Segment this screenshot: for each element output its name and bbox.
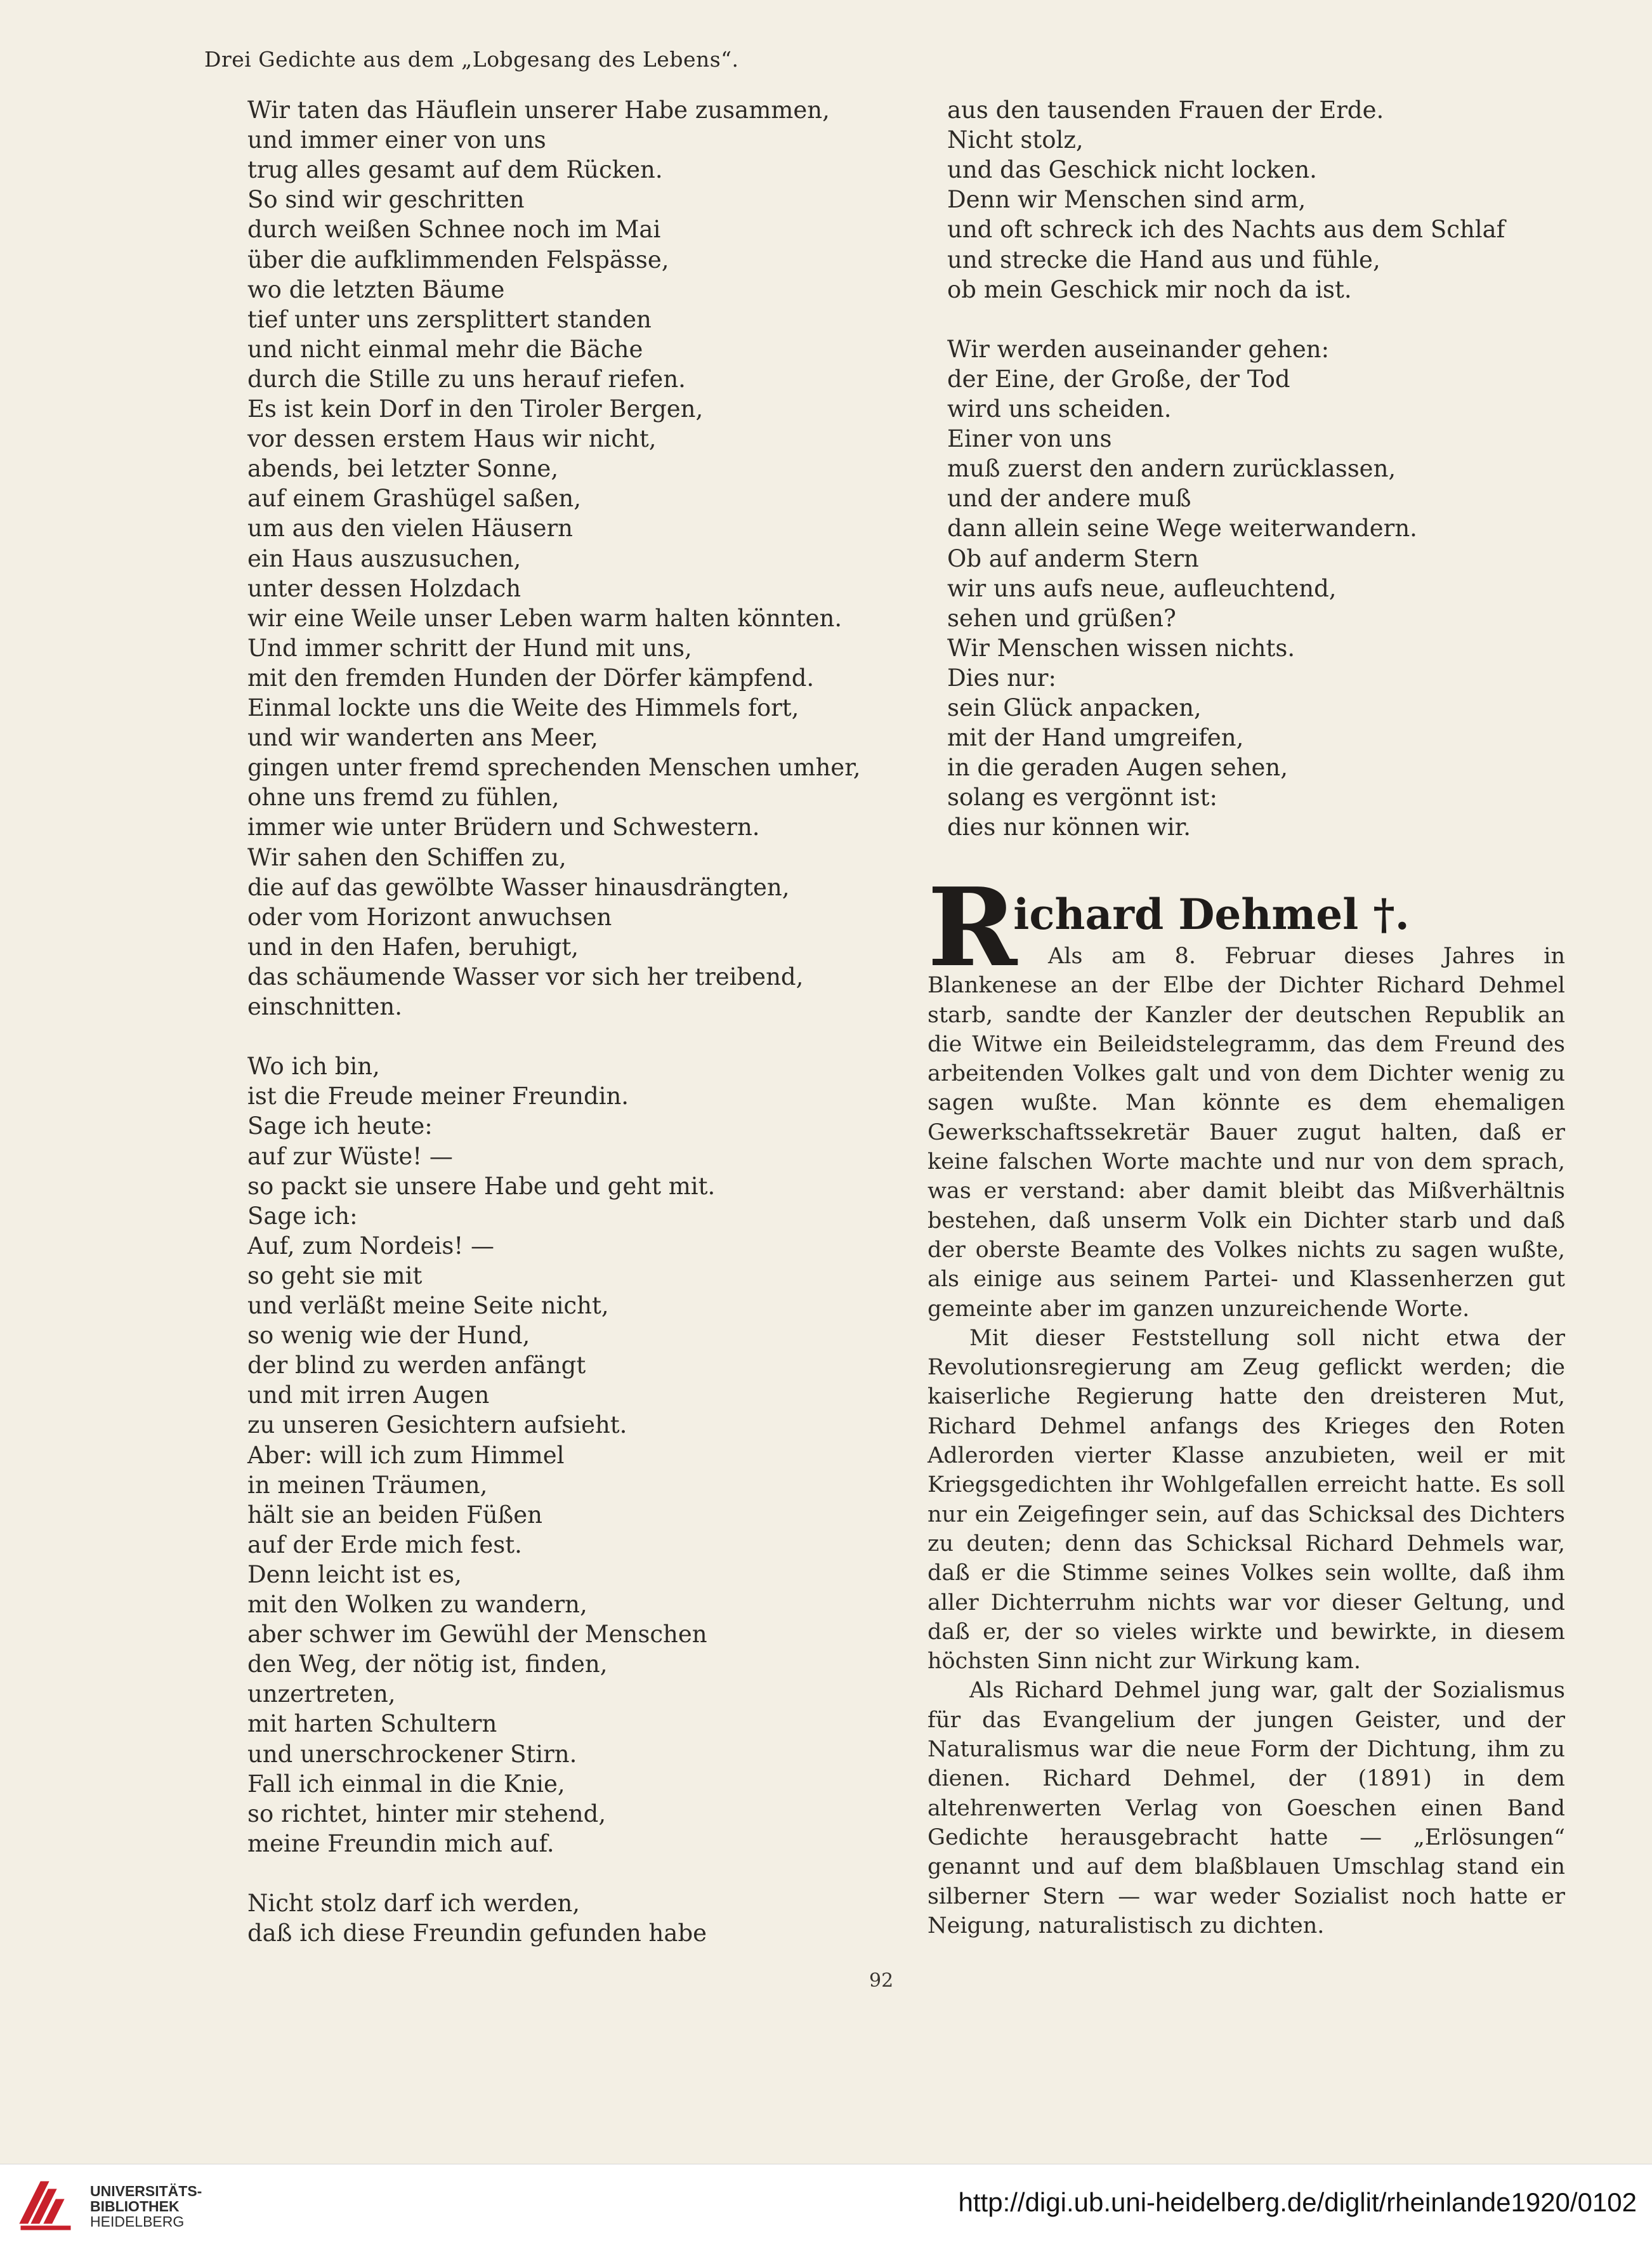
poem-line: daß ich diese Freundin gefunden habe	[247, 1919, 707, 1947]
poem-line: und nicht einmal mehr die Bäche	[247, 335, 643, 363]
poem-line: auf zur Wüste! —	[247, 1142, 453, 1170]
poem-line: Auf, zum Nordeis! —	[247, 1232, 494, 1260]
poem-line: ob mein Geschick mir noch da ist.	[947, 275, 1352, 303]
poem-line: und verläßt meine Seite nicht,	[247, 1292, 609, 1319]
article-body	[928, 942, 1565, 1940]
running-title: Drei Gedichte aus dem „Lobgesang des Lebens“.	[204, 47, 739, 72]
poem-line: muß zuerst den andern zurücklassen,	[947, 455, 1396, 483]
poem-line: über die aufklimmenden Felspässe,	[247, 246, 669, 273]
library-line: HEIDELBERG	[90, 2213, 185, 2230]
page-number: 92	[869, 1970, 894, 1992]
heading-title: ichard Dehmel †.	[1013, 890, 1410, 939]
poem-line: zu unseren Gesichtern aufsieht.	[247, 1411, 627, 1439]
poem-line: sehen und grüßen?	[947, 604, 1176, 632]
poem-line: der blind zu werden anfängt	[247, 1352, 586, 1379]
article-paragraph: Als Richard Dehmel jung war, galt der Sozialismus für das Evangelium der jungen Geister, und der Naturalismus war die neue Form der Dichtung, ihm zu dienen. Richard Dehmel, der (1891) in dem altehrenwerten Verlag von Goeschen einen Band Gedichte herausgebracht hatte — „Erlösungen“ genannt und auf dem blaßblauen Umschlag stand ein silberner Stern — war weder Sozialist noch hatte er Neigung, naturalistisch zu dichten.	[928, 1678, 1565, 1939]
poem-line: Wir Menschen wissen nichts.	[947, 634, 1295, 662]
poem-line: unzertreten,	[247, 1680, 396, 1708]
poem-line: Denn wir Menschen sind arm,	[947, 186, 1306, 214]
poem-line: und mit irren Augen	[247, 1381, 490, 1409]
article-paragraph: Mit dieser Feststellung soll nicht etwa der Revolutionsregierung am Zeug geflickt werden; die kaiserliche Regierung hatte den dreisteren Mut, Richard Dehmel anfangs des Krieges den Roten Adlerorden vierter Klasse anzubieten, weil er mit Kriegsgedichten ihr Wohlgefallen erreicht hatte. Es soll nur ein Zeigefinger sein, auf das Schicksal des Dichters zu deuten; denn das Schicksal Richard Dehmels war, daß er die Stimme seines Volkes sein wollte, daß ihm aller Dichterruhm nichts war vor dieser Geltung, und daß er, der so vieles wirkte und bewirkte, in diesem höchsten Sinn nicht zur Wirkung kam.	[928, 1325, 1565, 1675]
poem-line: durch weißen Schnee noch im Mai	[247, 216, 661, 244]
poem-line: das schäumende Wasser vor sich her treibend,	[247, 963, 804, 991]
poem-line: vor dessen erstem Haus wir nicht,	[247, 425, 657, 453]
poem-line: so wenig wie der Hund,	[247, 1322, 530, 1350]
poem-line: hält sie an beiden Füßen	[247, 1501, 543, 1529]
poem-line: wird uns scheiden.	[947, 395, 1172, 423]
poem-line: auf einem Grashügel saßen,	[247, 485, 582, 513]
poem-line: ein Haus auszusuchen,	[247, 544, 521, 572]
poem-line: gingen unter fremd sprechenden Menschen umher,	[247, 754, 861, 782]
poem-line: und oft schreck ich des Nachts aus dem Schlaf	[947, 216, 1505, 244]
poem-line: durch die Stille zu uns herauf riefen.	[247, 365, 686, 393]
poem-line: Ob auf anderm Stern	[947, 544, 1199, 572]
poem-line: tief unter uns zersplittert standen	[247, 305, 652, 333]
poem-line: unter dessen Holzdach	[247, 574, 521, 602]
poem-line: aber schwer im Gewühl der Menschen	[247, 1621, 707, 1649]
poem-line: wo die letzten Bäume	[247, 275, 505, 303]
poem-line: und unerschrockener Stirn.	[247, 1740, 577, 1768]
poem-line: sein Glück anpacken,	[947, 694, 1202, 721]
poem-line: mit den fremden Hunden der Dörfer kämpfend.	[247, 664, 815, 692]
poem-line: Einmal lockte uns die Weite des Himmels fort,	[247, 694, 799, 721]
poem-line: Einer von uns	[947, 425, 1112, 453]
heading-initial: R	[928, 864, 1018, 991]
poem-line: mit harten Schultern	[247, 1710, 497, 1738]
poem-line: wir uns aufs neue, aufleuchtend,	[947, 574, 1337, 602]
poem-line: So sind wir geschritten	[247, 186, 525, 214]
poem-line: Wo ich bin,	[247, 1053, 380, 1081]
poem-line: ist die Freude meiner Freundin.	[247, 1083, 629, 1110]
poem-line: und strecke die Hand aus und fühle,	[947, 246, 1380, 273]
poem-line: aus den tausenden Frauen der Erde.	[947, 96, 1384, 124]
poem-line: so richtet, hinter mir stehend,	[247, 1800, 606, 1827]
poem-line: wir eine Weile unser Leben warm halten könnten.	[247, 604, 842, 632]
library-name[interactable]	[90, 2183, 202, 2229]
poem-line: die auf das gewölbte Wasser hinausdrängten,	[247, 873, 790, 901]
poem-line: Fall ich einmal in die Knie,	[247, 1770, 565, 1798]
poem-line: Nicht stolz,	[947, 126, 1084, 154]
poem-line: Denn leicht ist es,	[247, 1560, 462, 1588]
article-paragraph: Als am 8. Februar dieses Jahres in Blankenese an der Elbe der Dichter Richard Dehmel starb, sandte der Kanzler der deutschen Republik an die Witwe ein Beileidstelegramm, das dem Freund des arbeitenden Volkes galt und von dem Dichter wenig zu sagen wußte. Man könnte es dem ehemaligen Gewerkschaftssekretär Bauer zugut halten, daß er keine falschen Worte machte und nur von dem sprach, was er verstand: aber damit bleibt das Mißverhältnis bestehen, daß unserm Volk ein Dichter starb und daß der oberste Beamte des Volkes nichts zu sagen wußte, als einige aus seinem Partei- und Klassenherzen gut gemeinte aber im ganzen unzureichende Worte.	[928, 944, 1565, 1322]
poem-line: und in den Hafen, beruhigt,	[247, 933, 579, 961]
viewer-footer	[0, 2164, 1652, 2245]
poem-line: den Weg, der nötig ist, finden,	[247, 1650, 608, 1678]
poem-line: um aus den vielen Häusern	[247, 515, 573, 543]
poem-line: so packt sie unsere Habe und geht mit.	[247, 1172, 716, 1200]
poem-line: Wir taten das Häuflein unserer Habe zusammen,	[247, 96, 830, 124]
poem-line: Es ist kein Dorf in den Tiroler Bergen,	[247, 395, 704, 423]
poem-line: und wir wanderten ans Meer,	[247, 724, 598, 752]
poem-line: und immer einer von uns	[247, 126, 546, 154]
poem-line: abends, bei letzter Sonne,	[247, 455, 559, 483]
poem-line: in die geraden Augen sehen,	[947, 754, 1288, 782]
poem-line: Dies nur:	[947, 664, 1056, 692]
poem-line: auf der Erde mich fest.	[247, 1531, 522, 1558]
poem-line: mit den Wolken zu wandern,	[247, 1591, 587, 1618]
poem-line: Nicht stolz darf ich werden,	[247, 1890, 580, 1917]
poem-line: solang es vergönnt ist:	[947, 784, 1217, 812]
permalink-url[interactable]: http://digi.ub.uni-heidelberg.de/diglit/rheinlande1920/0102	[958, 2187, 1637, 2217]
poem-line: Und immer schritt der Hund mit uns,	[247, 634, 692, 662]
poem-line: Sage ich heute:	[247, 1112, 433, 1140]
poem-line: so geht sie mit	[247, 1261, 423, 1289]
library-line: BIBLIOTHEK	[90, 2198, 180, 2215]
library-line: UNIVERSITÄTS-	[90, 2183, 202, 2199]
poem-line: und der andere muß	[947, 485, 1191, 513]
poem-line: immer wie unter Brüdern und Schwestern.	[247, 813, 760, 841]
poem-line: Wir werden auseinander gehen:	[947, 335, 1330, 363]
poem-line: der Eine, der Große, der Tod	[947, 365, 1290, 393]
poem-line: Aber: will ich zum Himmel	[247, 1441, 565, 1469]
university-library-logo-icon[interactable]	[18, 2176, 75, 2233]
poem-line: in meinen Träumen,	[247, 1471, 488, 1499]
poem-line: ohne uns fremd zu fühlen,	[247, 784, 560, 812]
poem-line: dann allein seine Wege weiterwandern.	[947, 515, 1417, 543]
right-poem-column	[947, 95, 1569, 844]
poem-line: und das Geschick nicht locken.	[947, 156, 1317, 184]
poem-line: mit der Hand umgreifen,	[947, 724, 1244, 752]
poem-line: trug alles gesamt auf dem Rücken.	[247, 156, 663, 184]
poem-line: meine Freundin mich auf.	[247, 1829, 554, 1857]
poem-line: Wir sahen den Schiffen zu,	[247, 843, 567, 871]
poem-line: Sage ich:	[247, 1202, 358, 1230]
poem-line: dies nur können wir.	[947, 813, 1191, 841]
left-poem-column	[247, 95, 869, 1947]
poem-line: oder vom Horizont anwuchsen	[247, 903, 612, 931]
poem-line: einschnitten.	[247, 993, 402, 1020]
